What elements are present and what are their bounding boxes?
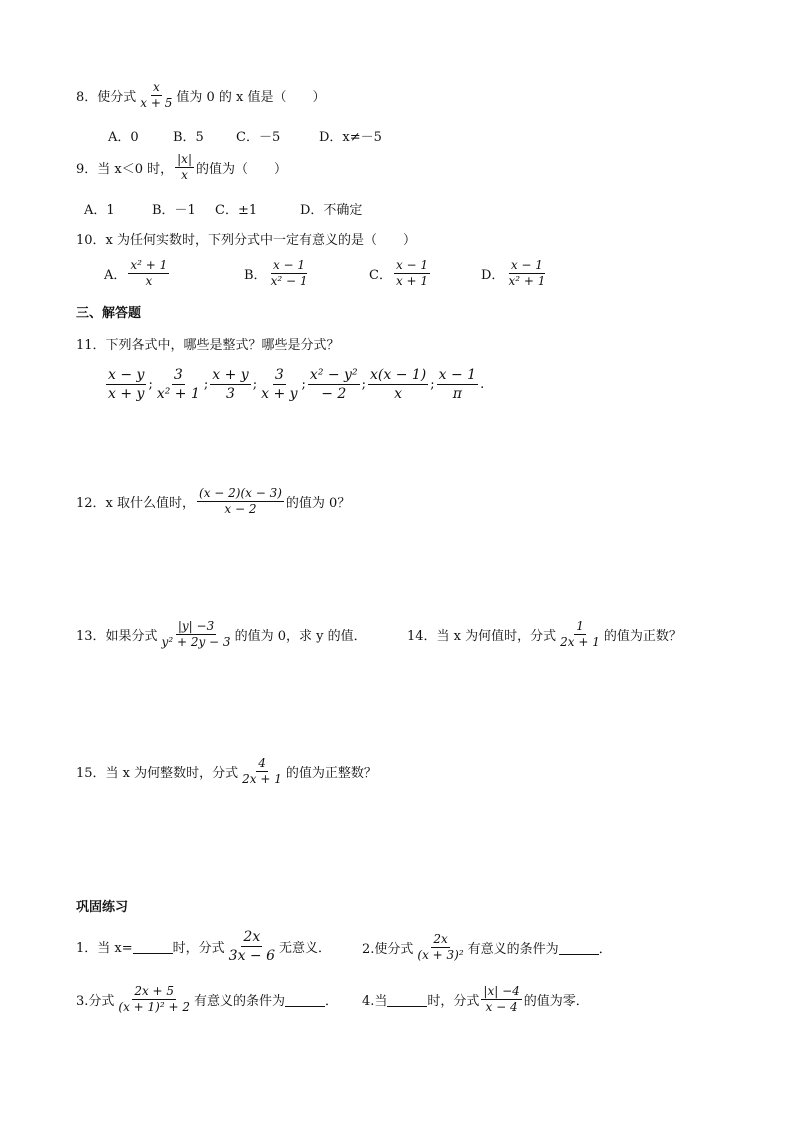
- q11-expr-3: $\frac{x + y}{3}$: [212, 367, 249, 402]
- q9-option-c: C．±1: [215, 203, 258, 218]
- q11-expr-2: $\frac{3}{\text{x² + 1}}$: [156, 367, 200, 402]
- q12-fraction: $\frac{(x - 2)(x - 3)}{x - 2}$: [199, 486, 282, 516]
- q9-fraction: [175, 152, 194, 183]
- q10-option-b-label: B．: [244, 268, 267, 283]
- q8-option-a: A．0: [108, 130, 139, 145]
- p1-fraction: $\frac{2x}{3x - 6}$: [228, 929, 275, 964]
- q10-option-c: [369, 258, 432, 289]
- q15-suffix: 的值为正整数？: [285, 766, 377, 781]
- p1-answer-blank[interactable]: [133, 939, 173, 954]
- q12-prefix: 12．x 取什么值时，: [76, 496, 196, 511]
- p4-answer-blank[interactable]: [387, 992, 427, 1007]
- question-9: [76, 152, 287, 183]
- q10-a-denominator: x: [145, 274, 153, 288]
- q10-c-numerator: x − 1: [395, 258, 429, 272]
- q9-denominator: x: [181, 168, 188, 182]
- q9-prefix: 9．当 x＜0 时，: [76, 162, 174, 177]
- q8-option-c: C．－5: [236, 130, 281, 145]
- q11-expressions: $\frac{x - y}{x + y}$ ; $\frac{3}{\text{x² + 1}}$ ; $\frac{x + y}{3}$ ; $\frac{3}{x + y}$ ; $\frac{\text{x² − y²}}{- 2}$ ; $\frac{x(x - 1)}{x}$ ; $\frac{x - 1}{\pi}$ .: [108, 367, 485, 402]
- question-13: [76, 619, 367, 650]
- q10-option-d-label: D．: [481, 268, 505, 283]
- q10-d-numerator: x − 1: [510, 258, 543, 272]
- p3-fraction: $\frac{2x + 5}{\text{(x + 1)² + 2}}$: [118, 984, 190, 1014]
- q10-option-a: [104, 258, 171, 289]
- question-10: 10．x 为任何实数时，下列分式中一定有意义的是（ ）: [76, 233, 417, 248]
- q11-expr-4: $\frac{3}{x + y}$: [261, 367, 298, 402]
- q13-prefix: 13．如果分式: [76, 629, 158, 644]
- q10-c-denominator: x + 1: [395, 274, 429, 288]
- q10-option-d: [481, 258, 549, 289]
- q8-option-b: B．5: [173, 130, 204, 145]
- q14-suffix: 的值为正数？: [603, 629, 682, 644]
- q9-option-d: D．不确定: [300, 203, 363, 218]
- q10-a-numerator: x² + 1: [130, 258, 168, 272]
- q14-prefix: 14．当 x 为何值时，分式: [407, 629, 557, 644]
- p2-fraction: $\frac{2x}{\text{(x + 3)²}}$: [417, 932, 464, 962]
- question-8: [76, 80, 326, 111]
- q10-b-numerator: x − 1: [272, 258, 306, 272]
- q9-option-a: A．1: [84, 203, 115, 218]
- q15-fraction: $\frac{4}{2x + 1}$: [242, 756, 282, 786]
- q13-fraction: $\frac{|y| -3}{\text{y² + 2y − 3}}$: [161, 619, 231, 649]
- practice-1: 1．当 x= 时，分式 $\frac{2x}{3x - 6}$ 无意义．: [76, 929, 332, 964]
- p3-answer-blank[interactable]: [285, 992, 325, 1007]
- question-14: [407, 619, 682, 650]
- q11-expr-5: $\frac{\text{x² − y²}}{- 2}$: [309, 367, 358, 402]
- q10-option-b: [244, 258, 311, 289]
- q9-numerator: |x|: [177, 152, 192, 166]
- practice-3: 3.分式 $\frac{2x + 5}{\text{(x + 1)² + 2}}$ 有意义的条件为 ．: [76, 984, 339, 1014]
- q11-expr-1: $\frac{x - y}{x + y}$: [108, 367, 145, 402]
- q8-denominator: x + 5: [140, 96, 173, 110]
- q10-d-denominator: x² + 1: [508, 274, 546, 288]
- q9-option-b: B．－1: [152, 203, 196, 218]
- q8-option-d: D．x≠－5: [319, 130, 382, 145]
- practice-heading: 巩固练习: [76, 900, 129, 915]
- practice-2: 2.使分式 $\frac{2x}{\text{(x + 3)²}}$ 有意义的条件为 ．: [362, 932, 612, 962]
- q11-expr-6: $\frac{x(x - 1)}{x}$: [369, 367, 427, 402]
- q10-option-a-label: A．: [104, 268, 127, 283]
- q13-suffix: 的值为 0，求 y 的值．: [234, 629, 367, 644]
- q8-numerator: x: [152, 80, 160, 94]
- q8-suffix: 值为 0 的 x 值是（ ）: [176, 90, 326, 105]
- practice-4: 4.当 时，分式 $\frac{|x| -4}{x - 4}$ 的值为零．: [362, 984, 589, 1014]
- q11-expr-7: $\frac{x - 1}{\pi}$: [438, 367, 477, 402]
- q15-prefix: 15．当 x 为何整数时，分式: [76, 766, 239, 781]
- p4-fraction: $\frac{|x| -4}{x - 4}$: [483, 984, 520, 1014]
- q12-suffix: 的值为 0？: [285, 496, 351, 511]
- section-heading-answers: 三、解答题: [76, 306, 142, 321]
- q8-fraction: [138, 80, 174, 111]
- q14-fraction: $\frac{1}{2x + 1}$: [560, 619, 600, 649]
- question-15: [76, 756, 377, 787]
- question-12: [76, 486, 350, 517]
- q9-suffix: 的值为（ ）: [196, 162, 288, 177]
- question-11: 11．下列各式中，哪些是整式？哪些是分式？: [76, 338, 340, 353]
- q8-prefix: 8．使分式: [76, 90, 137, 105]
- p2-answer-blank[interactable]: [559, 940, 599, 955]
- q10-b-denominator: x² − 1: [270, 274, 308, 288]
- q10-option-c-label: C．: [369, 268, 392, 283]
